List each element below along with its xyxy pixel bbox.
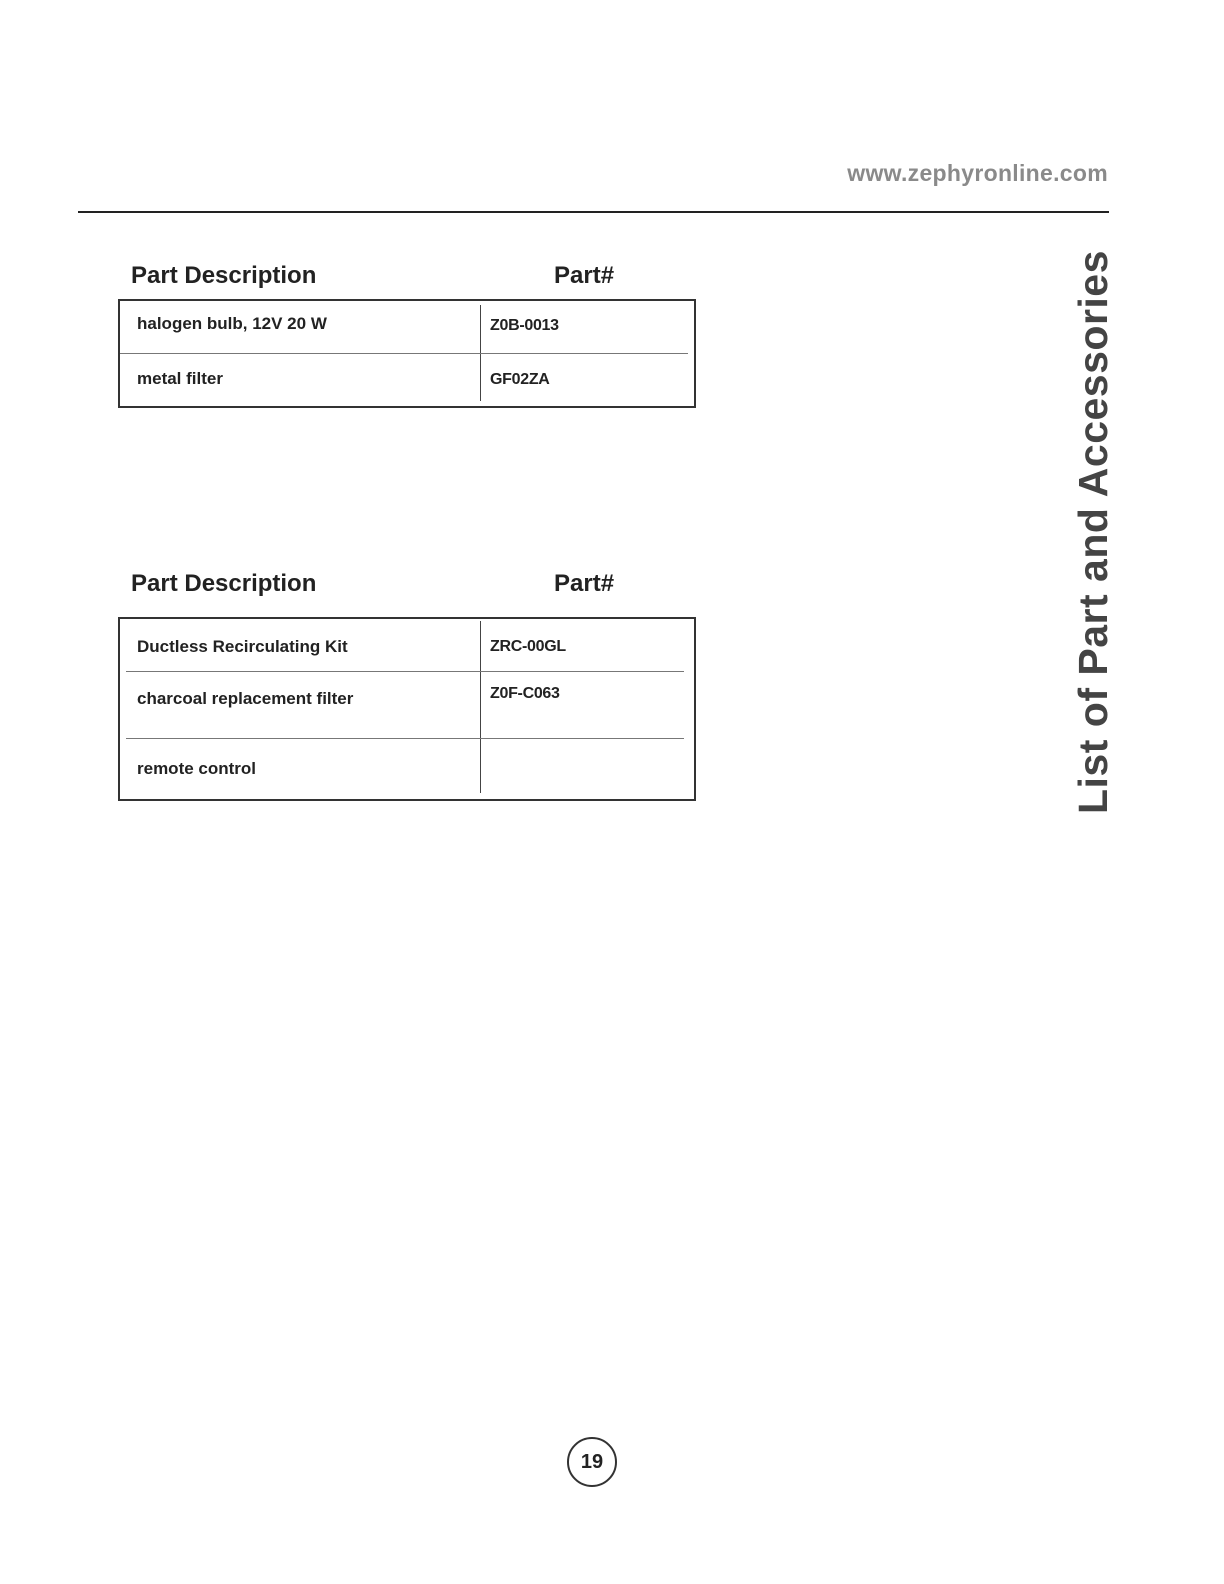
row-part-number: Z0F-C063 (490, 685, 560, 702)
table-1-description-heading: Part Description (131, 262, 317, 289)
table-row (120, 619, 694, 671)
row-description: halogen bulb, 12V 20 W (137, 314, 327, 333)
table-2-description-heading: Part Description (131, 570, 317, 597)
side-section-title: List of Part and Accessories (1070, 250, 1116, 814)
page-number: 19 (567, 1437, 617, 1487)
parts-table-2 (118, 617, 696, 801)
row-description: charcoal replacement filter (137, 689, 354, 708)
row-part-number: Z0B-0013 (490, 317, 559, 334)
table-row (120, 355, 694, 407)
row-divider (120, 353, 688, 354)
row-description: metal filter (137, 369, 223, 388)
table-2-part-heading: Part# (554, 570, 615, 597)
table-row (120, 740, 694, 800)
row-divider (126, 738, 684, 739)
header-rule (78, 211, 1109, 213)
row-description: Ductless Recirculating Kit (137, 637, 348, 656)
parts-table-1 (118, 299, 696, 408)
site-url: www.zephyronline.com (847, 160, 1108, 186)
table-row (120, 673, 694, 737)
row-part-number: GF02ZA (490, 371, 550, 388)
table-1-part-heading: Part# (554, 262, 615, 289)
row-description: remote control (137, 759, 257, 778)
row-part-number: ZRC-00GL (490, 638, 566, 655)
row-divider (126, 671, 684, 672)
table-row (120, 301, 694, 353)
